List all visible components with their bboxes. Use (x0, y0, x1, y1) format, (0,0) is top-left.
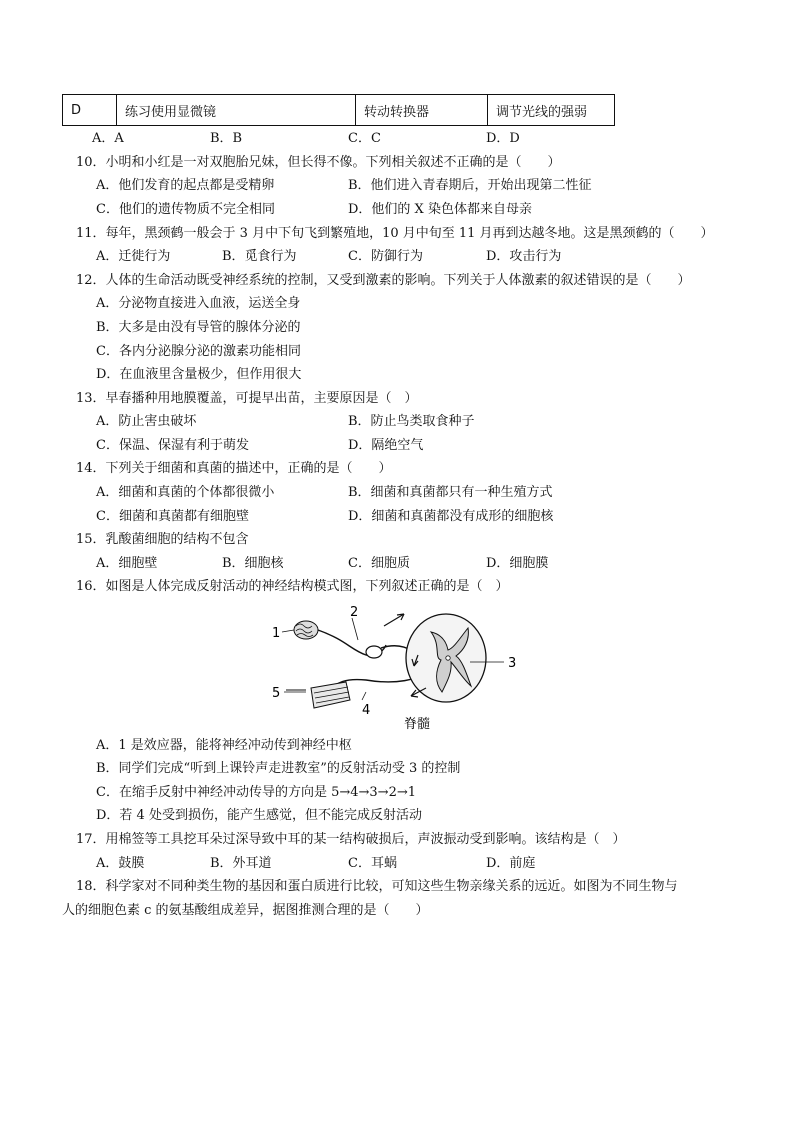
q15-option-c: C．细胞质 (348, 556, 410, 571)
q9-option-a: A．A (92, 131, 124, 146)
q13-option-d: D．隔绝空气 (348, 438, 424, 453)
q13-option-b: B．防止鸟类取食种子 (348, 414, 475, 429)
q10-option-d: D．他们的 X 染色体都来自母亲 (348, 202, 532, 217)
q17-option-a: A．鼓膜 (96, 856, 145, 871)
table-cell: 调节光线的强弱 (488, 95, 615, 126)
q12-option-b: B．大多是由没有导管的腺体分泌的 (96, 320, 301, 335)
q13-stem: 13．早春播种用地膜覆盖，可提早出苗，主要原因是（ ） (76, 391, 418, 406)
q15-option-a: A．细胞壁 (96, 556, 158, 571)
q11-option-c: C．防御行为 (348, 249, 423, 264)
figure-label-2: 2 (350, 605, 359, 620)
q12-option-d: D．在血液里含量极少，但作用很大 (96, 367, 302, 382)
q17-stem: 17．用棉签等工具挖耳朵过深导致中耳的某一结构破损后，声波振动受到影响。该结构是（ ） (76, 832, 626, 847)
q12-stem: 12．人体的生命活动既受神经系统的控制，又受到激素的影响。下列关于人体激素的叙述错误的是（ ） (76, 273, 691, 288)
q10-option-a: A．他们发育的起点都是受精卵 (96, 178, 275, 193)
q15-option-b: B．细胞核 (222, 556, 284, 571)
table-cell: 转动转换器 (356, 95, 488, 126)
q14-option-c: C．细菌和真菌都有细胞壁 (96, 509, 249, 524)
q17-option-c: C．耳蜗 (348, 856, 397, 871)
table-cell: 练习使用显微镜 (117, 95, 356, 126)
q14-option-d: D．细菌和真菌都没有成形的细胞核 (348, 509, 554, 524)
q13-option-c: C．保温、保湿有利于萌发 (96, 438, 249, 453)
q15-option-d: D．细胞膜 (486, 556, 549, 571)
q11-option-b: B．觅食行为 (222, 249, 297, 264)
q16-option-c: C．在缩手反射中神经冲动传导的方向是 5→4→3→2→1 (96, 785, 417, 800)
spinal-cord-drawing (406, 614, 486, 702)
q11-stem: 11．每年，黑颈鹤一般会于 3 月中下旬飞到繁殖地，10 月中旬至 11 月再到达越冬地。这是黑颈鹤的（ ） (76, 226, 714, 241)
q11-option-a: A．迁徙行为 (96, 249, 171, 264)
q10-option-b: B．他们进入青春期后，开始出现第二性征 (348, 178, 592, 193)
answer-table (62, 94, 615, 126)
q14-option-b: B．细菌和真菌都只有一种生殖方式 (348, 485, 553, 500)
q10-option-c: C．他们的遗传物质不完全相同 (96, 202, 275, 217)
q16-option-b: B．同学们完成“听到上课铃声走进教室”的反射活动受 3 的控制 (96, 761, 461, 776)
q12-option-c: C．各内分泌腺分泌的激素功能相同 (96, 344, 301, 359)
q9-option-b: B．B (210, 131, 243, 146)
q18-stem-line1: 18．科学家对不同种类生物的基因和蛋白质进行比较，可知这些生物亲缘关系的远近。如图为不同生物与 (76, 879, 678, 894)
reflex-arc-figure (266, 600, 530, 730)
q10-stem: 10．小明和小红是一对双胞胎兄妹，但长得不像。下列相关叙述不正确的是（ ） (76, 155, 561, 170)
q12-option-a: A．分泌物直接进入血液，运送全身 (96, 296, 301, 311)
q16-option-d: D．若 4 处受到损伤，能产生感觉，但不能完成反射活动 (96, 808, 422, 823)
figure-label-5: 5 (272, 686, 281, 701)
table-cell: D (63, 95, 117, 126)
q16-option-a: A．1 是效应器，能将神经冲动传到神经中枢 (96, 738, 352, 753)
table-row (63, 95, 615, 126)
q13-option-a: A．防止害虫破坏 (96, 414, 197, 429)
figure-label-4: 4 (362, 703, 371, 718)
effector-drawing (311, 682, 350, 708)
q9-option-d: D．D (486, 131, 520, 146)
figure-label-1: 1 (272, 626, 281, 641)
q9-option-c: C．C (348, 131, 381, 146)
figure-label-spinal-cord: 脊髓 (404, 717, 431, 730)
q17-option-d: D．前庭 (486, 856, 536, 871)
q14-option-a: A．细菌和真菌的个体都很微小 (96, 485, 275, 500)
q18-stem-line2: 人的细胞色素 c 的氨基酸组成差异，据图推测合理的是（ ） (62, 903, 429, 918)
q15-stem: 15．乳酸菌细胞的结构不包含 (76, 532, 249, 547)
q17-option-b: B．外耳道 (210, 856, 272, 871)
q11-option-d: D．攻击行为 (486, 249, 562, 264)
q14-stem: 14．下列关于细菌和真菌的描述中，正确的是（ ） (76, 461, 392, 476)
q16-stem: 16．如图是人体完成反射活动的神经结构模式图，下列叙述正确的是（ ） (76, 579, 509, 594)
receptor-drawing (294, 621, 318, 639)
figure-label-3: 3 (508, 656, 517, 671)
